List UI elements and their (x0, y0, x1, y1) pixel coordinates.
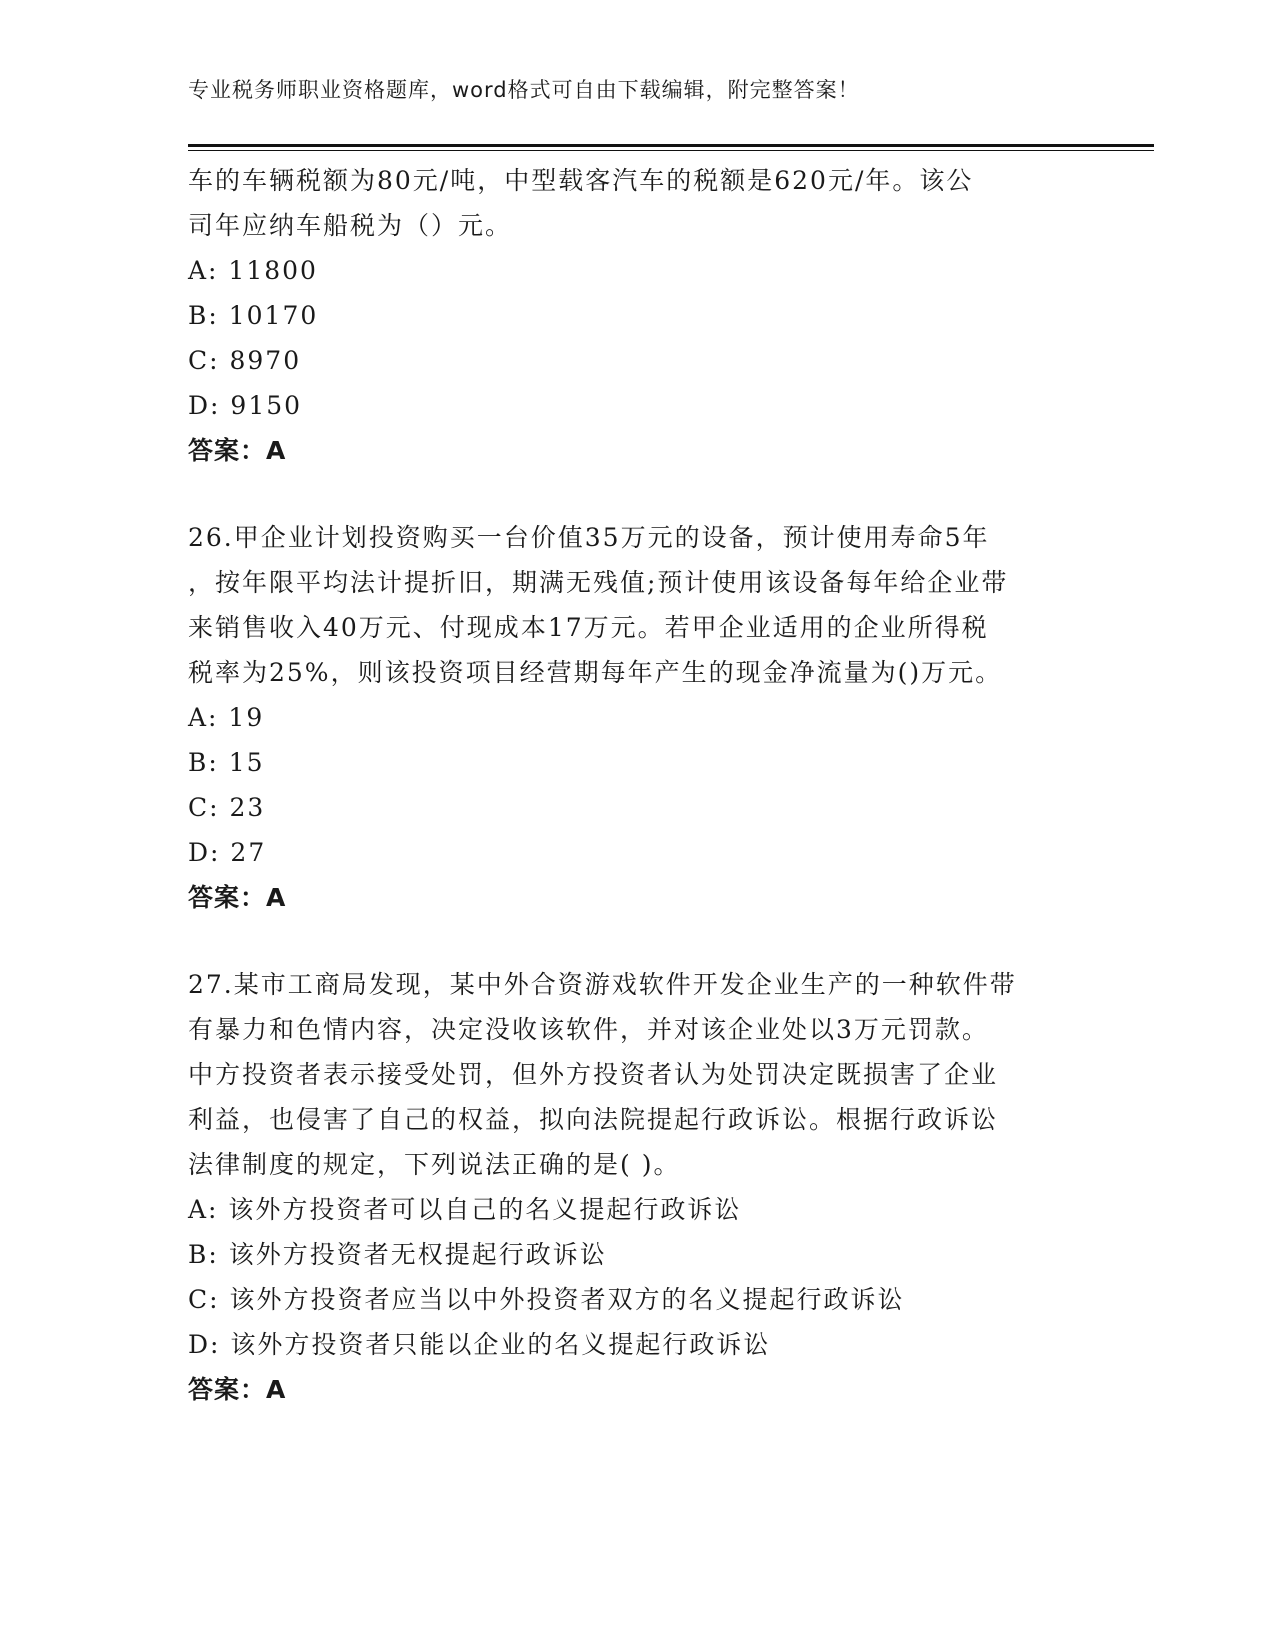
question-27-block (188, 962, 1088, 1412)
question-text-line: 26.甲企业计划投资购买一台价值35万元的设备，预计使用寿命5年 (188, 523, 990, 552)
option-d: D: 27 (188, 838, 267, 867)
question-text-line: ，按年限平均法计提折旧，期满无残值;预计使用该设备每年给企业带 (188, 568, 1009, 597)
header-rule-thick (188, 144, 1154, 147)
option-b: B: 该外方投资者无权提起行政诉讼 (188, 1240, 607, 1269)
question-text-line: 车的车辆税额为80元/吨，中型载客汽车的税额是620元/年。该公 (188, 166, 974, 195)
answer-line: 答案：A (188, 436, 287, 465)
option-d: D: 该外方投资者只能以企业的名义提起行政诉讼 (188, 1330, 771, 1359)
answer-line: 答案：A (188, 1375, 287, 1404)
question-text-line: 来销售收入40万元、付现成本17万元。若甲企业适用的企业所得税 (188, 613, 989, 642)
header-rule-thin (188, 150, 1154, 151)
option-c: C: 8970 (188, 346, 302, 375)
option-b: B: 10170 (188, 301, 319, 330)
question-text-line: 有暴力和色情内容，决定没收该软件，并对该企业处以3万元罚款。 (188, 1015, 989, 1044)
spacer (188, 920, 1088, 962)
option-c: C: 23 (188, 793, 266, 822)
option-a: A: 19 (188, 703, 265, 732)
option-c: C: 该外方投资者应当以中外投资者双方的名义提起行政诉讼 (188, 1285, 905, 1314)
question-26-block (188, 515, 1088, 920)
question-text-line: 利益，也侵害了自己的权益，拟向法院提起行政诉讼。根据行政诉讼 (188, 1105, 999, 1134)
question-text-line: 税率为25%，则该投资项目经营期每年产生的现金净流量为()万元。 (188, 658, 1003, 687)
spacer (188, 473, 1088, 515)
question-text-line: 27.某市工商局发现，某中外合资游戏软件开发企业生产的一种软件带 (188, 970, 1017, 999)
page-header: 专业税务师职业资格题库，word格式可自由下载编辑，附完整答案！ (188, 78, 860, 102)
question-text-line: 法律制度的规定，下列说法正确的是( )。 (188, 1150, 681, 1179)
option-a: A: 该外方投资者可以自己的名义提起行政诉讼 (188, 1195, 742, 1224)
question-text-line: 司年应纳车船税为（）元。 (188, 211, 513, 240)
question-text-line: 中方投资者表示接受处罚，但外方投资者认为处罚决定既损害了企业 (188, 1060, 999, 1089)
document-body (188, 158, 1088, 1412)
option-d: D: 9150 (188, 391, 303, 420)
option-a: A: 11800 (188, 256, 318, 285)
option-b: B: 15 (188, 748, 265, 777)
answer-line: 答案：A (188, 883, 287, 912)
question-25-block (188, 158, 1088, 473)
